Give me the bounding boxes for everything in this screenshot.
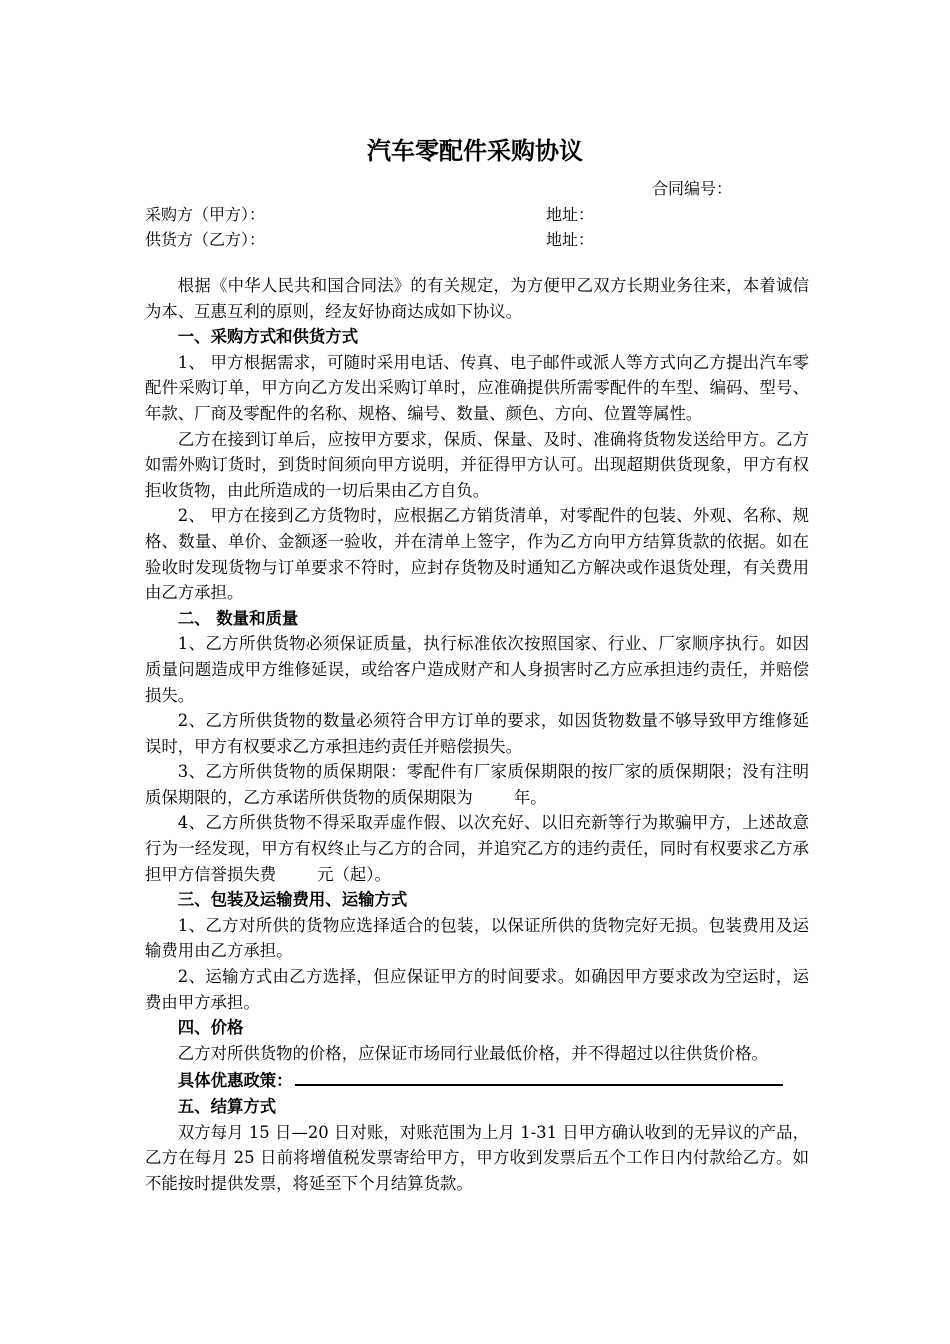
supplier-label: 供货方（乙方）： [145,230,266,249]
discount-policy-underline [295,1066,783,1086]
intro-paragraph: 根据《中华人民共和国合同法》的有关规定，为方便甲乙双方长期业务往来，本着诚信为本、互惠互利的原则，经友好协商达成如下协议。 [145,276,809,321]
section-2-clause-1: 1、乙方所供货物必须保证质量，执行标准依次按照国家、行业、厂家顺序执行。如因质量问题造成甲方维修延误，或给客户造成财产和人身损害时乙方应承担违约责任，并赔偿损失。 [145,634,809,705]
section-2-heading: 二、 数量和质量 [177,608,299,628]
section-3-clause-2: 2、运输方式由乙方选择，但应保证甲方的时间要求。如确因甲方要求改为空运时，运费由甲方承担。 [145,967,809,1012]
section-1-heading: 一、采购方式和供货方式 [177,327,359,347]
clause-3-unit: 年。 [513,787,547,807]
section-3-heading: 三、包装及运输费用、运输方式 [177,890,408,910]
contract-body [145,273,809,1196]
section-5-clause-1: 双方每月 15 日—20 日对账，对账范围为上月 1-31 日甲方确认收到的无异议的产品，乙方在每月 25 日前将增值税发票寄给甲方，甲方收到发票后五个工作日内付款给乙方。如不能按时提供发票，将延至下个月结算货款。 [145,1122,809,1193]
clause-3-text: 3、乙方所供货物的质保期限：零配件有厂家质保期限的按厂家的质保期限；没有注明质保期限的，乙方承诺所供货物的质保期限为 [145,762,809,807]
section-1-clause-1: 1、 甲方根据需求，可随时采用电话、传真、电子邮件或派人等方式向乙方提出汽车零配件采购订单，甲方向乙方发出采购订单时，应准确提供所需零配件的车型、编码、型号、年款、厂商及零配件的名称、规格、编号、数量、颜色、方向、位置等属性。 [145,352,809,423]
clause-4-text: 4、乙方所供货物不得采取弄虚作假、以次充好、以旧充新等行为欺骗甲方，上述故意行为一经发现，甲方有权终止与乙方的合同，并追究乙方的违约责任，同时有权要求乙方承担甲方信誉损失费 [145,813,809,884]
section-4-heading: 四、价格 [177,1018,244,1038]
section-1-clause-2: 2、 甲方在接到乙方货物时，应根据乙方销货清单，对零配件的包装、外观、名称、规格、数量、单价、金额逐一验收，并在清单上签字，作为乙方向甲方结算货款的依据。如在验收时发现货物与订单要求不符时，应封存货物及时通知乙方解决或作退货处理，有关费用由乙方承担。 [145,506,809,603]
discount-policy-label: 具体优惠政策： [177,1071,293,1091]
document-title: 汽车零配件采购协议 [367,136,583,165]
section-2-clause-2: 2、乙方所供货物的数量必须符合甲方订单的要求，如因货物数量不够导致甲方维修延误时，甲方有权要求乙方承担违约责任并赔偿损失。 [145,711,809,756]
section-4-clause-1: 乙方对所供货物的价格，应保证市场同行业最低价格，并不得超过以往供货价格。 [177,1043,768,1063]
section-5-heading: 五、结算方式 [177,1097,277,1116]
section-1-clause-1-cont: 乙方在接到订单后，应按甲方要求，保质、保量、及时、准确将货物发送给甲方。乙方如需外购订货时，到货时间须向甲方说明，并征得甲方认可。出现超期供货现象，甲方有权拒收货物，由此所造成的一切后果由乙方自负。 [145,429,809,500]
buyer-address-label: 地址： [546,205,595,224]
contract-number-label: 合同编号： [652,179,733,198]
buyer-label: 采购方（甲方）： [145,205,266,224]
section-3-clause-1: 1、乙方对所供的货物应选择适合的包装，以保证所供的货物完好无损。包装费用及运输费用由乙方承担。 [145,915,809,961]
discount-policy-line [145,1066,809,1094]
supplier-address-label: 地址： [546,230,595,249]
section-2-clause-4 [145,810,809,887]
clause-4-unit: 元（起）。 [317,864,391,884]
section-2-clause-3 [145,759,809,810]
